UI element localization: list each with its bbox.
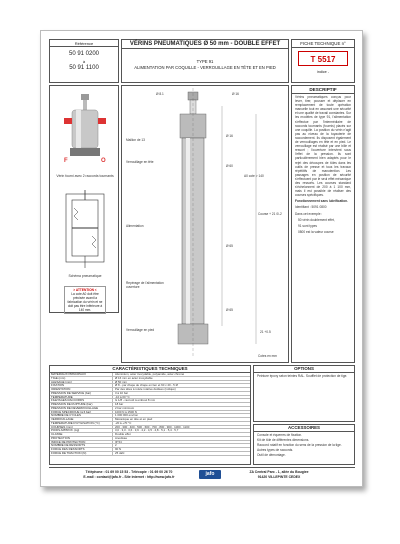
sheet-number-label: FICHE TECHNIQUE n° [292, 40, 354, 48]
dim-d65-bottom: Ø 65 [226, 308, 233, 312]
accessory-item: Outil de démontage. [257, 452, 286, 457]
row-key: INDICE DE PROTECTION [51, 440, 86, 444]
company-logo: jafo [199, 470, 221, 479]
label-supply: Alimentation [126, 224, 144, 228]
reference-from: 50 91 0200 [68, 51, 100, 57]
accessories-title: ACCESSOIRES [254, 425, 354, 432]
accessory-item: Raccord rotatif en fonction du sens de la pression de la tige. [257, 442, 342, 447]
dim-d65: Ø 65 [226, 244, 233, 248]
row-key: ALÉSAGE (mm) [51, 380, 73, 384]
reference-label: Référence [50, 40, 118, 47]
row-value: Aluminium, acier inoxydable, polyamide, acier chromé [112, 373, 250, 376]
row-value: 3,0 · 3,3 · 3,6 · 3,9 · 4,2 · 4,5 · 4,8 · 5,1 · 5,4 · 5,7 [112, 429, 250, 432]
row-key: FIXATION [51, 384, 65, 387]
row-key: TEMPÉRATURE D'UTILISATION (°C) [51, 421, 100, 425]
row-value: G 1/8 - raccord à embout 8 mm [112, 399, 250, 402]
example-item: 50 vérin doublement effet, [298, 217, 335, 222]
dim-d60: Ø 60 [226, 164, 233, 168]
dim-21: 21 +0.5 [260, 330, 271, 334]
row-key: TEMPÉRATURE [51, 395, 73, 399]
options-panel [253, 365, 355, 422]
row-value: 18 bar [112, 403, 250, 406]
row-key: POIDS APPROX. (kg) [51, 429, 80, 432]
photo-caption: Vérin fourni avec 2 raccords tournants [56, 174, 114, 178]
row-value: Ø 16 mm en acier inoxydable [112, 377, 250, 380]
row-value: Mécanique en tête et en pied [112, 418, 250, 421]
description-panel [291, 85, 355, 363]
svg-text:O: O [101, 158, 106, 164]
row-key: FORCE SPÉCIFIQUE (à 6 bar) [51, 410, 92, 414]
example-item: 0800 est la valeur course [298, 229, 334, 234]
accessory-item: Autres types de raccords. [257, 447, 294, 452]
characteristics-title: CARACTÉRISTIQUES TECHNIQUES [50, 366, 250, 373]
sheet-number: T 5517 [298, 51, 348, 66]
table-row [50, 452, 250, 456]
technical-drawing [121, 85, 289, 363]
characteristics-table [49, 365, 251, 465]
row-key: PROTECTION [51, 436, 70, 440]
row-key: TIGE (mm) [51, 376, 66, 380]
description-text: Vérins pneumatiques conçus pour lever, tirer, pousser et déplacer en remplacement de toute opération manuelle tout en assurant une sécurité et une qualité de travail constantes. Sur les modèles de type 91, l'alimentation s'effectue par l'intermédiaire de raccords tournants (fournis) placés sur une coquille. La position du vérin n'agit pas au niveau de la tuyauterie de raccordement. Ils disposent également de verrouillages en tête et en pied. Le verrouillage est réalisé par une bille et ressort ; l'ouverture intervient sous l'effet de la pression. Ils sont particulièrement bien adaptés pour le rejet des découpes de tôles dans les outils de presse et tous les travaux répétitifs de manutention. Les passages en position de sécurité s'effectuent par le seul effet mécanique des ressorts. Les courses standard s'échelonnent de 200 à 1 100 mm, mais il est possible de réaliser des courses spécifiques. [295, 95, 351, 198]
warning-title: > ATTENTION < [73, 288, 97, 292]
row-key: FORCE DE TRACTION (N) [51, 451, 87, 455]
row-key: FORCE DES RESSORTS [51, 448, 85, 451]
reference-to-word: à [82, 59, 86, 64]
options-title: OPTIONS [254, 366, 354, 373]
footer-phone: Téléphone : 01 69 00 15 53 - Télécopie : 01 69 00 26 70 [85, 470, 173, 474]
row-value: 3 à 10 bar [112, 392, 250, 395]
row-key: NOMBRE DE CYCLES [51, 414, 81, 417]
label-link: Maillon de 13 [126, 138, 145, 142]
pneumatic-schematic-icon [50, 190, 120, 270]
technical-sheet [40, 30, 363, 487]
sheet-number-box [291, 39, 355, 83]
row-key: COURSES (mm) [51, 425, 73, 429]
supplied-note: Fonctionnement sans lubrification. [295, 199, 348, 204]
row-value: Anodisée [112, 437, 250, 440]
row-key: FILETAGES RACCORDS [51, 399, 85, 402]
footer-email[interactable]: E-mail : contact@jafo.fr - Site internet : http://www.jafo.fr [83, 475, 175, 479]
row-value: Par des têtes à rotule rotative dédiées (indiqué) [112, 388, 250, 391]
footer-address-1: ZA Central Parc - 1, allée du Bougiee [249, 470, 309, 474]
row-key: PRESSION DE SERVICE (bar) [51, 391, 92, 395]
row-value: 200 · 300 · 400 · 500 · 600 · 700 · 800 · 900 · 1000 · 1100 [112, 426, 250, 429]
label-supply-mark: Repérage de l'alimentation ouverture [126, 281, 164, 289]
example-title: Dans cet exemple : [295, 211, 323, 216]
units-note: Cotes en mm [258, 354, 277, 358]
sheet-title: VÉRINS PNEUMATIQUES Ø 50 mm - DOUBLE EFFET [122, 40, 288, 49]
row-value: Ø 8 - par chape de chape en lien et 60 x 40 - 5 Ø [112, 384, 250, 387]
title-box [121, 39, 289, 83]
drawing-number: Identifiant : 5091 0800 [295, 205, 327, 210]
accessory-item: Console et équerres de fixation. [257, 432, 303, 437]
row-value: IP 54 [112, 441, 250, 444]
example-item: 91 sont types [298, 223, 317, 228]
accessory-item: Kit de tôle de différentes dimensions. [257, 437, 310, 442]
warning-box [64, 286, 106, 314]
row-key: CLASSE [51, 433, 63, 436]
row-value: 2 bar minimum [112, 407, 250, 410]
reference-box [49, 39, 119, 83]
footer-address-2: 91420 VILLEPINTE CEDEX [257, 475, 301, 479]
row-key: VERROUILLAGE [51, 418, 74, 421]
dim-d8: Ø 8.1 [156, 92, 164, 96]
row-value: 1000 N à 1500 N [112, 411, 250, 414]
product-images [49, 85, 119, 313]
dim-a0: A0 cote > 140 [244, 174, 264, 178]
row-value: 25 daN [112, 452, 250, 455]
sheet-type: TYPE 91 [196, 59, 214, 64]
row-key: MATÉRIAUX PRINCIPAUX [51, 373, 86, 376]
row-key: PRESSION DE RUPTURE (bar) [51, 403, 93, 406]
label-foot-lock: Verrouillage en pied [126, 328, 155, 332]
cylinder-photo [50, 90, 120, 170]
row-key: PRESSION DE DÉVERROUILLAGE [51, 406, 99, 410]
row-value: -20 à +70 °C [112, 422, 250, 425]
row-key: NOMBRE DE RESSORTS [51, 444, 86, 447]
accessories-panel [253, 424, 355, 465]
warning-text: La cote A0 doit être précisée avant la fabrication du vérin et ne doit pas être inférieure à 140 mm. [67, 292, 103, 312]
cylinder-drawing [122, 86, 290, 364]
row-value: 90 N [112, 448, 250, 451]
description-title: DESCRIPTIF [292, 86, 354, 94]
sheet-index: indice - [316, 70, 330, 74]
reference-to: 50 91 1100 [69, 65, 99, 71]
row-value: Ø 50 mm [112, 381, 250, 384]
row-value: -10 à 60 °C [112, 396, 250, 399]
row-value: 1 000 000 environ [112, 414, 250, 417]
row-value: 2 [112, 444, 250, 447]
dim-d16: Ø 16 [226, 134, 233, 138]
label-head-lock: Verrouillage en tête [126, 160, 154, 164]
row-value: Double effet [112, 433, 250, 436]
sheet-subtitle: ALIMENTATION PAR COQUILLE - VERROUILLAGE EN TÊTE ET EN PIED [134, 65, 276, 70]
options-text: Peinture époxy selon teintes RAL. Soufflet de protection de tige. [257, 374, 348, 378]
dim-stroke: Course + 21 0/-2 [258, 212, 282, 216]
svg-text:F: F [64, 158, 68, 164]
schematic-caption: Schéma pneumatique [68, 274, 102, 278]
dim-d16-top: Ø 16 [232, 92, 239, 96]
footer [49, 467, 355, 482]
row-key: ORIENTATION [51, 388, 71, 391]
